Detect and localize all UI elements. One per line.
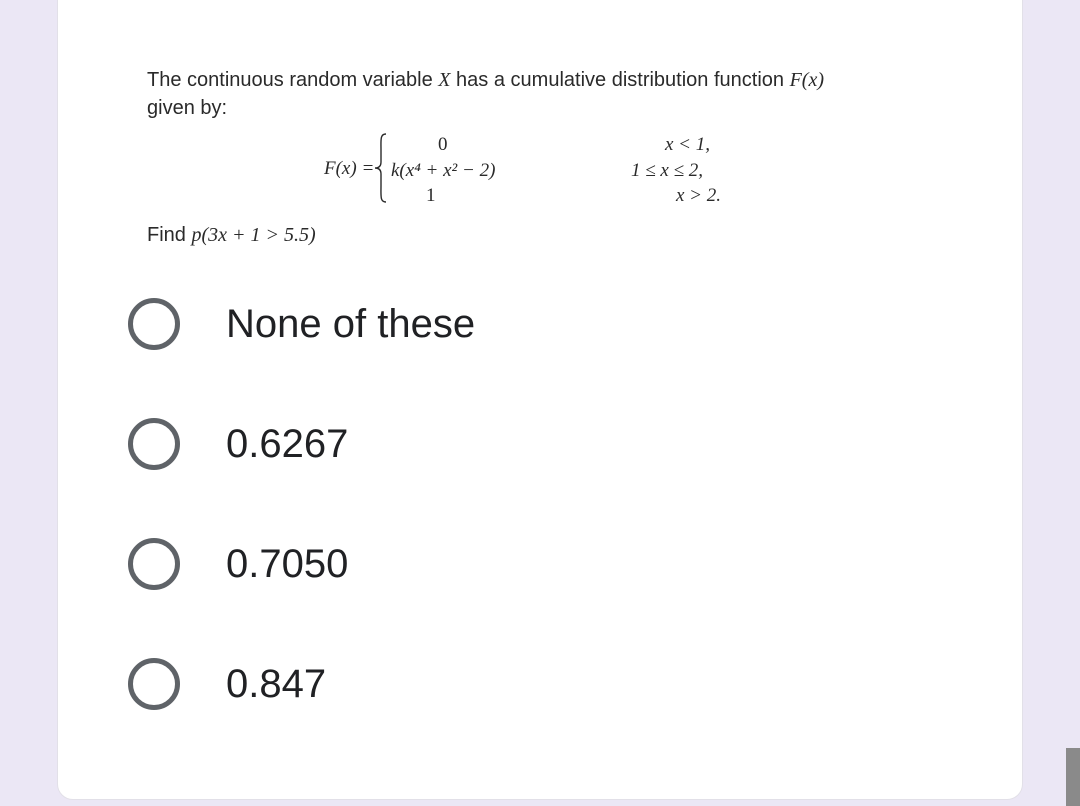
find-prompt	[147, 222, 316, 248]
left-brace-icon	[374, 132, 388, 204]
case-condition-3: x > 2.	[676, 185, 722, 206]
case-expr-2: k(x⁴ + x² − 2)	[391, 160, 496, 181]
cdf-lhs: F(x) =	[324, 158, 375, 179]
radio-button[interactable]	[128, 298, 180, 350]
option-label: 0.847	[226, 662, 327, 706]
find-expression: p(3x + 1 > 5.5)	[191, 224, 316, 246]
intro-variable: X	[438, 69, 451, 91]
option-label: None of these	[226, 302, 476, 346]
option-0-7050[interactable]	[128, 538, 828, 600]
option-0-847[interactable]	[128, 658, 828, 720]
scrollbar-thumb[interactable]	[1066, 748, 1080, 806]
case-condition-2: 1 ≤ x ≤ 2,	[631, 160, 704, 181]
intro-text: The continuous random variable	[147, 69, 439, 91]
intro-function: F(x)	[789, 69, 824, 91]
intro-text: has a cumulative distribution function	[450, 69, 790, 91]
question-image	[147, 64, 927, 254]
intro-text: given by:	[147, 97, 228, 119]
radio-button[interactable]	[128, 658, 180, 710]
radio-button[interactable]	[128, 538, 180, 590]
option-label: 0.7050	[226, 542, 349, 586]
option-0-6267[interactable]	[128, 418, 828, 480]
option-none-of-these[interactable]	[128, 298, 828, 360]
option-label: 0.6267	[226, 422, 349, 466]
radio-button[interactable]	[128, 418, 180, 470]
case-condition-1: x < 1,	[665, 134, 711, 155]
case-expr-3: 1	[426, 185, 436, 206]
find-label: Find	[147, 224, 192, 246]
case-expr-1: 0	[438, 134, 448, 155]
question-intro	[147, 66, 907, 122]
